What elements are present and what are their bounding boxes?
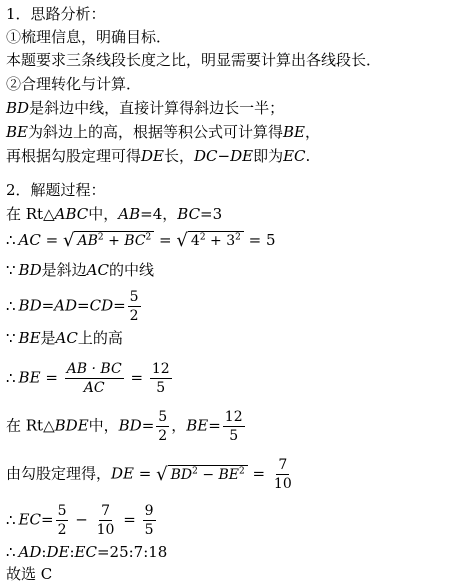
plus: + (205, 233, 227, 249)
sqrt-numeric: √ $4^2 + 3^2$ (176, 231, 243, 251)
be-result (6, 362, 174, 395)
term: BD (170, 466, 193, 483)
text: 的中线 (108, 261, 154, 279)
equals: = (130, 368, 144, 387)
fraction (56, 504, 69, 537)
exponent: 2 (239, 465, 245, 476)
fraction (272, 458, 294, 491)
equals: = (141, 416, 155, 435)
ratio-result (6, 542, 167, 562)
because-symbol: ∵ (6, 261, 16, 279)
ratio-value: =25:7:18 (96, 543, 168, 561)
triangle-bde: BDE (54, 416, 89, 435)
segment-be: BE (18, 329, 41, 347)
text: 是斜边 (41, 261, 87, 279)
value: =4， (140, 205, 178, 223)
segment-bd: BD (6, 99, 30, 117)
answer: 故选 C (6, 565, 53, 583)
result: = 5 (248, 231, 276, 249)
exponent: 2 (145, 232, 152, 243)
numerator: AB · BC (66, 361, 122, 377)
text: 是斜边中线，直接计算得斜边长一半； (29, 99, 285, 117)
sqrt-expression: √ $BD^2 - BE^2$ (156, 465, 248, 485)
text: 是 (40, 329, 56, 347)
sqrt-expression: √ $AB^2 + BC^2$ (63, 231, 154, 251)
minus: − (75, 510, 88, 529)
numerator: 12 (151, 361, 170, 377)
segment-bc: BC (177, 205, 201, 223)
therefore-symbol: ∴ (6, 510, 16, 529)
segment-ab: AB (118, 205, 141, 223)
text: 中， (88, 205, 119, 223)
text: 在 Rt△ (6, 416, 55, 435)
equals: = (45, 231, 59, 249)
therefore-symbol: ∴ (6, 368, 16, 387)
text: 再根据勾股定理可得 (6, 147, 142, 165)
denominator: 10 (96, 522, 115, 538)
denominator: 10 (273, 476, 292, 492)
segment-ec: EC (283, 147, 306, 165)
denominator: AC (83, 380, 105, 396)
segment-bd: BD (18, 261, 42, 279)
segment-ad: AD (18, 543, 42, 561)
term: BC (124, 233, 146, 249)
text: 上的高 (77, 329, 123, 347)
paragraph-de (6, 146, 310, 166)
therefore-symbol: ∴ (6, 543, 16, 561)
segment-be: BE (283, 123, 305, 141)
fraction (95, 504, 117, 537)
text: ， (304, 123, 320, 141)
term: 4 (190, 233, 200, 249)
text: . (305, 147, 311, 165)
exponent: 2 (192, 465, 198, 476)
height-statement (6, 328, 123, 348)
equals: = (45, 368, 58, 387)
text: 由勾股定理得， (6, 464, 112, 483)
fraction (150, 362, 172, 395)
triangle-abc: ABC (54, 205, 89, 223)
segment-ac: AC (18, 231, 41, 249)
equals: = (252, 464, 266, 483)
term: AB (77, 233, 98, 249)
value: =3 (200, 205, 223, 223)
equals: = (208, 416, 221, 435)
text: 即为 (253, 147, 284, 165)
fraction (143, 504, 156, 537)
ec-result (6, 504, 158, 537)
minus: − (197, 466, 219, 483)
text: 在 Rt△ (6, 205, 55, 223)
text: 中， (88, 416, 119, 435)
fraction (128, 290, 141, 323)
exponent: 2 (199, 232, 206, 243)
denominator: 2 (129, 308, 139, 324)
fraction (65, 362, 124, 395)
equals: = (138, 464, 152, 483)
colon: : (69, 543, 75, 561)
therefore-symbol: ∴ (6, 296, 16, 315)
segment-ec: EC (74, 543, 97, 561)
segment-de: DE (46, 543, 70, 561)
median-statement (6, 260, 154, 280)
segment-be: BE (186, 416, 209, 435)
fraction (156, 410, 169, 443)
segment-de: DE (141, 147, 164, 165)
paragraph-be (6, 122, 320, 142)
segment-ac: AC (55, 329, 78, 347)
numerator: 5 (129, 289, 139, 305)
segment-be: BE (18, 368, 41, 387)
step-1-label: ①梳理信息，明确目标． (6, 28, 172, 46)
segment-bd: BD (118, 416, 142, 435)
numerator: 7 (278, 457, 288, 473)
expression: DC−DE (194, 147, 254, 165)
term: BE (218, 466, 240, 483)
term: 3 (226, 233, 236, 249)
paragraph-goal: 本题要求三条线段长度之比，明显需要计算出各线段长． (6, 51, 382, 69)
fraction (223, 410, 245, 443)
because-symbol: ∵ (6, 329, 16, 347)
colon: : (41, 543, 47, 561)
numerator: 5 (57, 503, 67, 519)
numerator: 9 (144, 503, 154, 519)
triangle-bde-line (6, 410, 247, 443)
equals: = (123, 510, 136, 529)
segment-be: BE (6, 123, 28, 141)
section-2-title: 2．解题过程： (6, 181, 106, 199)
bd-result (6, 290, 143, 323)
text: 为斜边上的高，根据等积公式可计算得 (27, 123, 283, 141)
exponent: 2 (235, 232, 241, 243)
denominator: 2 (158, 428, 168, 444)
numerator: 12 (224, 409, 243, 425)
step-2-label: ②合理转化与计算． (6, 75, 142, 93)
section-1-title: 1．思路分析： (6, 5, 106, 23)
given-line (6, 204, 222, 224)
segment-de: DE (111, 464, 134, 483)
equality-chain: BD=AD=CD= (18, 296, 126, 315)
text: ， (171, 416, 187, 435)
de-result (6, 458, 296, 491)
exponent: 2 (97, 232, 104, 243)
denominator: 5 (229, 428, 239, 444)
equals: = (159, 231, 172, 249)
therefore-symbol: ∴ (6, 231, 16, 249)
ac-calculation (6, 230, 276, 251)
denominator: 2 (57, 522, 67, 538)
numerator: 7 (101, 503, 110, 519)
plus: + (103, 233, 125, 249)
numerator: 5 (158, 409, 168, 425)
segment-ec: EC (18, 510, 41, 529)
equals: = (40, 510, 54, 529)
denominator: 5 (156, 380, 166, 396)
paragraph-bd (6, 98, 284, 118)
text: 长， (164, 147, 195, 165)
denominator: 5 (144, 522, 154, 538)
segment-ac: AC (86, 261, 109, 279)
